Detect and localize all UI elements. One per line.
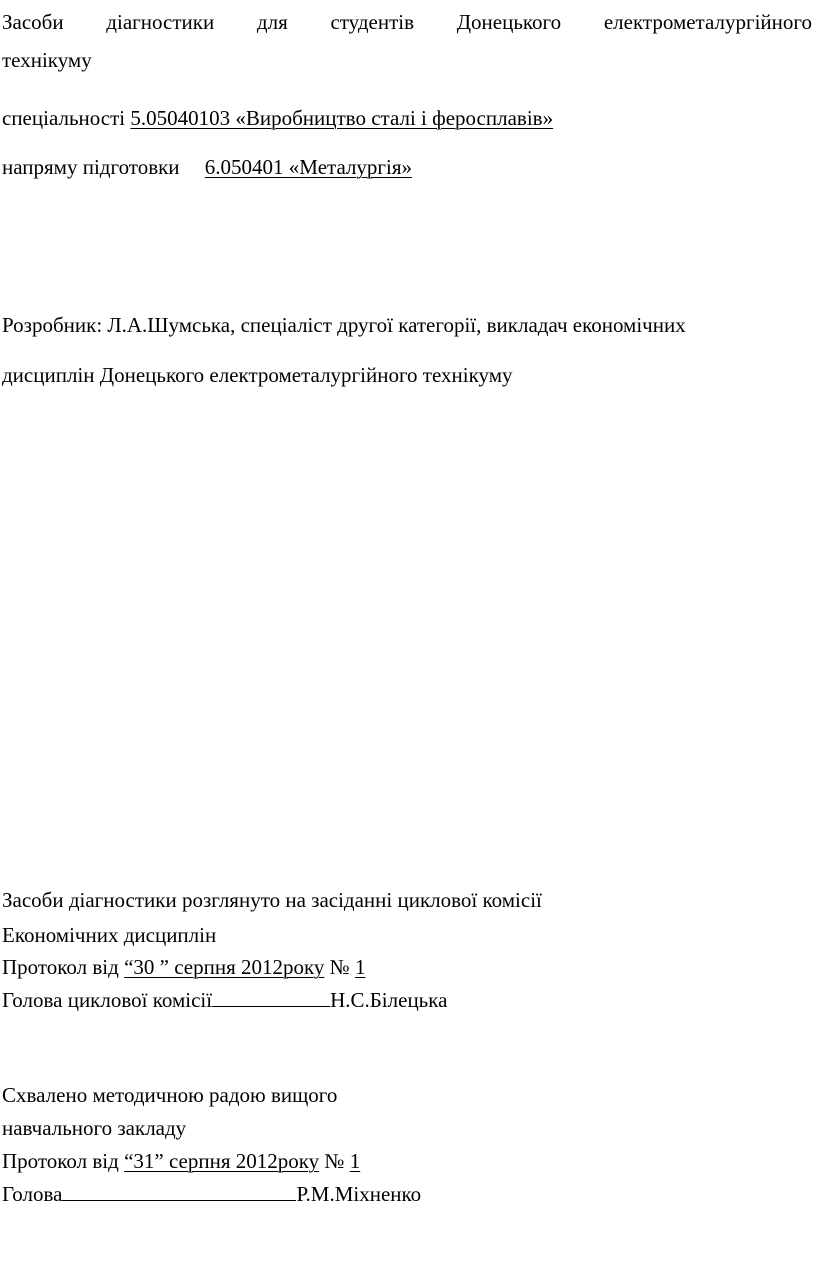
title-word: для [256, 10, 288, 34]
title-word: діагностики [106, 10, 215, 34]
signature-blank [62, 1199, 296, 1201]
protocol-number-label: № [324, 955, 355, 979]
council-line1: Схвалено методичною радою вищого [2, 1083, 338, 1107]
commission-head [2, 990, 447, 1011]
council-line2: навчального закладу [2, 1116, 187, 1140]
direction-value: 6.050401 «Металургія» [204, 155, 413, 179]
head-name: Р.М.Міхненко [296, 1182, 422, 1206]
specialty-value: 5.05040103 «Виробництво сталі і феросплавів» [130, 106, 554, 130]
direction-line [2, 157, 739, 178]
title-word: електрометалургійного [603, 10, 812, 34]
council-head [2, 1184, 421, 1205]
protocol-number: 1 [354, 955, 366, 979]
document-title-line2: технікуму [2, 48, 92, 72]
commission-protocol [2, 957, 365, 978]
protocol-number-label: № [319, 1149, 350, 1173]
signature-blank [212, 1005, 330, 1007]
protocol-label: Протокол від [2, 1149, 125, 1173]
head-label: Голова циклової комісії [2, 988, 213, 1012]
developer-line1: Розробник: Л.А.Шумська, спеціаліст другої категорії, викладач економічних [2, 313, 686, 337]
direction-label: напряму підготовки [2, 155, 185, 179]
title-word: Донецького [456, 10, 562, 34]
protocol-number: 1 [349, 1149, 361, 1173]
specialty-label: спеціальності [2, 106, 131, 130]
head-name: Н.С.Білецька [330, 988, 448, 1012]
commission-line2: Економічних дисциплін [2, 923, 217, 947]
protocol-date: “31” серпня 2012року [124, 1149, 320, 1173]
protocol-label: Протокол від [2, 955, 125, 979]
protocol-date: “30 ” серпня 2012року [124, 955, 325, 979]
specialty-line [2, 108, 715, 129]
title-word: студентів [330, 10, 415, 34]
title-word: Засоби [2, 10, 64, 34]
council-protocol [2, 1151, 360, 1172]
developer-line2: дисциплін Донецького електрометалургійного технікуму [2, 363, 513, 387]
head-label: Голова [2, 1182, 63, 1206]
commission-line1: Засоби діагностики розглянуто на засіданні циклової комісії [2, 888, 542, 912]
document-title-line1 [2, 12, 812, 33]
